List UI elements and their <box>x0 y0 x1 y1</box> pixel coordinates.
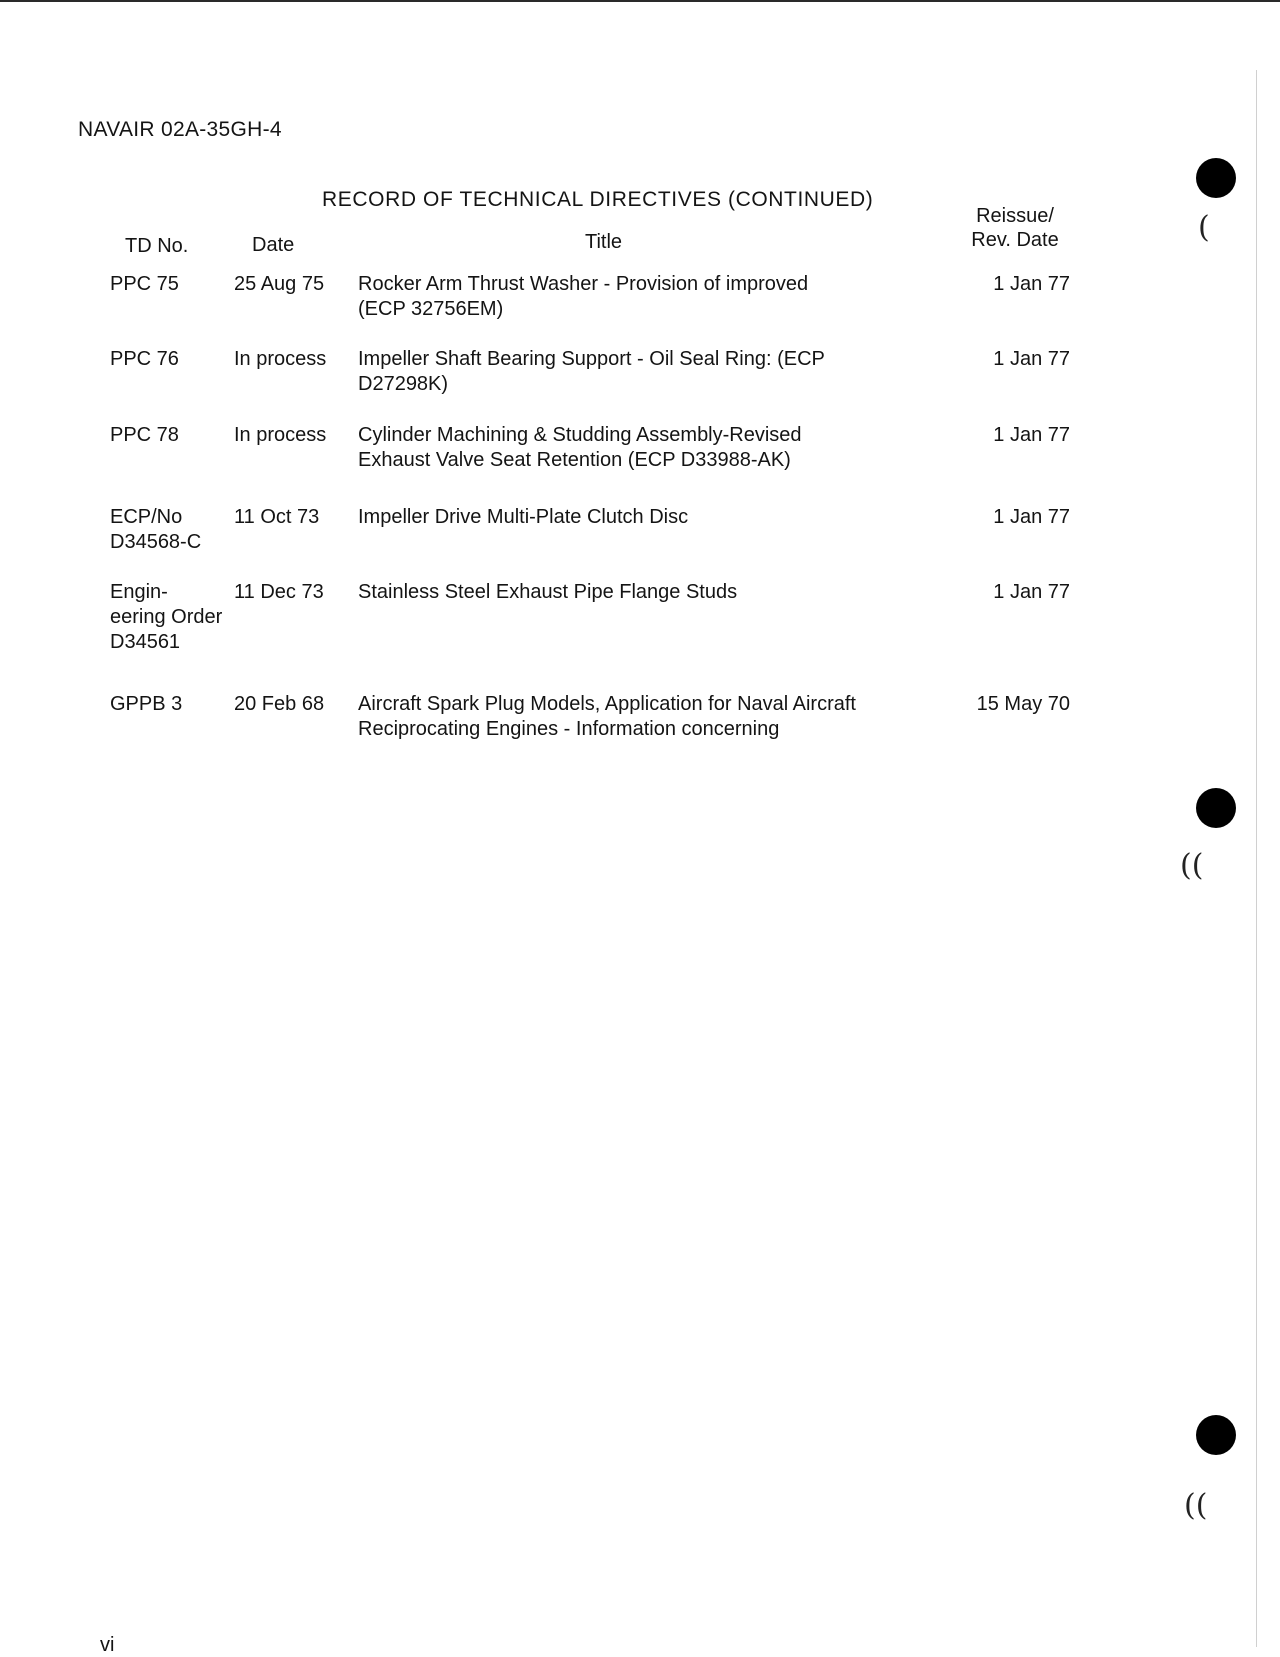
binder-ring-icon: (( <box>1180 848 1204 883</box>
rev-date-cell: 1 Jan 77 <box>993 506 1070 528</box>
td-no-cell: Engin- eering Order D34561 <box>110 581 223 653</box>
document-id: NAVAIR 02A-35GH-4 <box>78 118 282 141</box>
punch-hole-icon <box>1196 158 1236 198</box>
page-title: RECORD OF TECHNICAL DIRECTIVES (CONTINUED) <box>322 188 874 211</box>
header-rev-date <box>960 204 1070 252</box>
title-cell: Rocker Arm Thrust Washer - Provision of improved (ECP 32756EM) <box>358 273 809 320</box>
rev-date-cell: 15 May 70 <box>976 693 1070 715</box>
date-cell: 20 Feb 68 <box>234 693 325 715</box>
td-no-cell: PPC 78 <box>110 424 179 446</box>
page-number: vi <box>100 1634 115 1656</box>
title-cell: Impeller Shaft Bearing Support - Oil Seal Ring: (ECP D27298K) <box>358 348 825 395</box>
punch-hole-icon <box>1196 788 1236 828</box>
title-cell: Cylinder Machining & Studding Assembly-Revised Exhaust Valve Seat Retention (ECP D33988-AK) <box>358 424 802 471</box>
rev-date-cell: 1 Jan 77 <box>993 424 1070 446</box>
rev-date-cell: 1 Jan 77 <box>993 581 1070 603</box>
date-cell: 11 Oct 73 <box>234 506 320 528</box>
date-cell: In process <box>234 348 327 370</box>
punch-hole-icon <box>1196 1415 1236 1455</box>
td-no-cell: ECP/No D34568-C <box>110 506 202 553</box>
date-cell: In process <box>234 424 327 446</box>
title-cell: Impeller Drive Multi-Plate Clutch Disc <box>358 506 689 528</box>
header-rev-line1: Reissue/ <box>976 205 1054 227</box>
title-cell: Stainless Steel Exhaust Pipe Flange Studs <box>358 581 738 603</box>
rev-date-cell: 1 Jan 77 <box>993 348 1070 370</box>
td-no-cell: PPC 76 <box>110 348 179 370</box>
binder-ring-icon: ( <box>1198 210 1210 245</box>
td-no-cell: PPC 75 <box>110 273 179 295</box>
title-cell: Aircraft Spark Plug Models, Application for Naval Aircraft Reciprocating Engines - Information concerning <box>358 693 856 740</box>
header-td-no: TD No. <box>125 235 189 257</box>
header-rev-line2: Rev. Date <box>971 229 1059 251</box>
date-cell: 11 Dec 73 <box>234 581 324 603</box>
date-cell: 25 Aug 75 <box>234 273 325 295</box>
header-date: Date <box>252 234 295 256</box>
header-title: Title <box>585 231 623 253</box>
binder-ring-icon: (( <box>1184 1488 1208 1523</box>
rev-date-cell: 1 Jan 77 <box>993 273 1070 295</box>
page-edge-line <box>1256 70 1257 1647</box>
page-top-edge <box>0 0 1280 2</box>
td-no-cell: GPPB 3 <box>110 693 183 715</box>
